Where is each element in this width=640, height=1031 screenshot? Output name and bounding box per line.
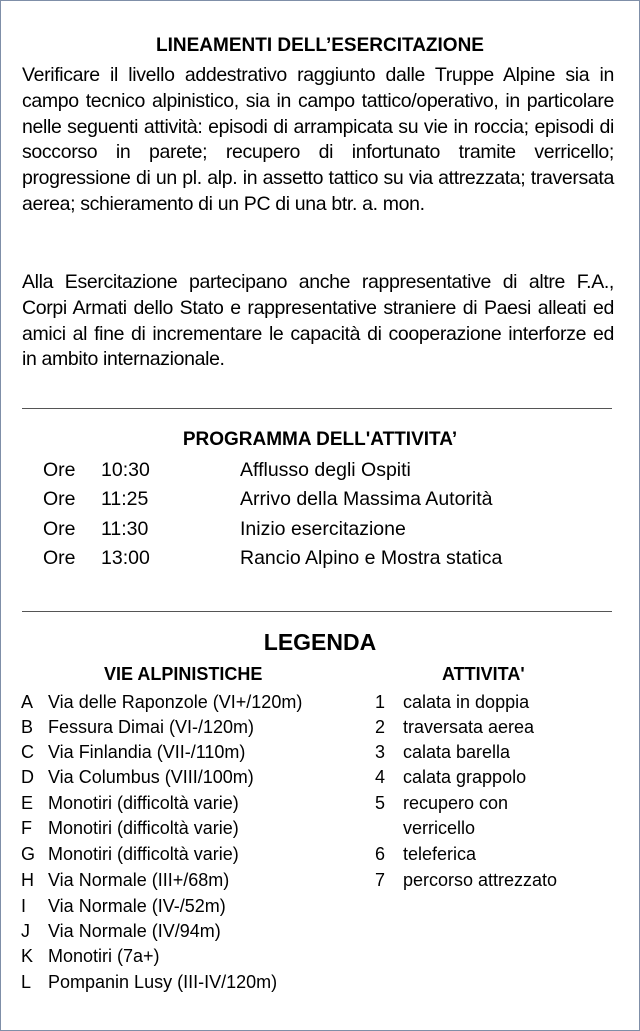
schedule-event: Inizio esercitazione [240, 518, 406, 540]
item-key: 4 [375, 767, 386, 787]
item-key: A [21, 692, 34, 712]
item-key: 6 [375, 844, 386, 864]
programma-title: PROGRAMMA DELL'ATTIVITA’ [182, 429, 458, 450]
schedule-label: Ore [43, 488, 76, 510]
legenda-title: LEGENDA [263, 629, 377, 655]
item-text: percorso attrezzato [403, 870, 558, 890]
item-text: calata grappolo [403, 767, 527, 787]
item-text: calata in doppia [403, 692, 530, 712]
schedule-time: 11:30 [101, 518, 149, 540]
item-text: Via Normale (IV/94m) [48, 921, 221, 941]
item-key: 3 [375, 742, 386, 762]
item-key: J [21, 921, 30, 941]
item-text: Via Finlandia (VII-/110m) [48, 742, 246, 762]
item-text: Via Columbus (VIII/100m) [48, 767, 254, 787]
schedule-label: Ore [43, 547, 76, 569]
schedule-event: Arrivo della Massima Autorità [240, 488, 493, 510]
item-text: traversata aerea [403, 717, 535, 737]
item-text: Monotiri (difficoltà varie) [48, 844, 239, 864]
item-key: 2 [375, 717, 386, 737]
item-text: Via Normale (IV-/52m) [48, 896, 226, 916]
item-key: L [21, 972, 32, 992]
lineamenti-paragraph-2: Alla Esercitazione partecipano anche rappresentative di altre F.A., Corpi Armati dello Stato e rappresentative straniere di Paesi alleati ed amici al fine di incrementare le capacità di cooperazione interforze ed in ambito internazionale. [22, 271, 614, 371]
item-key: 1 [375, 692, 386, 712]
schedule-row [0, 459, 640, 487]
item-key: G [21, 844, 36, 864]
item-text: calata barella [403, 742, 511, 762]
item-text: Fessura Dimai (VI-/120m) [48, 717, 255, 737]
schedule-row [0, 547, 640, 575]
item-text: Via Normale (III+/68m) [48, 870, 230, 890]
item-key: H [21, 870, 34, 890]
lineamenti-title: LINEAMENTI DELL’ESERCITAZIONE [156, 35, 484, 56]
schedule-label: Ore [43, 459, 76, 481]
divider [22, 408, 612, 409]
item-key: 7 [375, 870, 386, 890]
item-text: verricello [403, 818, 476, 838]
item-key: C [21, 742, 34, 762]
item-text: Monotiri (difficoltà varie) [48, 793, 239, 813]
attivita-title: ATTIVITA' [442, 664, 525, 684]
schedule-row [0, 488, 640, 516]
lineamenti-paragraph-1: Verificare il livello addestrativo raggiunto dalle Truppe Alpine sia in campo tecnico alpinistico, sia in campo tattico/operativo, in particolare nelle seguenti attività: episodi di arrampicata su vie in roccia; episodi di soccorso in parete; recupero di infortunato tramite verricello; progressione di un pl. alp. in assetto tattico su via attrezzata; traversata aerea; schieramento di un PC di una btr. a. mon. [22, 64, 614, 215]
item-key: B [21, 717, 34, 737]
divider [22, 611, 612, 612]
item-key: I [21, 896, 27, 916]
schedule-label: Ore [43, 518, 76, 540]
item-text: recupero con [403, 793, 509, 813]
item-key: E [21, 793, 34, 813]
schedule-event: Rancio Alpino e Mostra statica [240, 547, 503, 569]
item-text: Pompanin Lusy (III-IV/120m) [48, 972, 278, 992]
item-key: 5 [375, 793, 386, 813]
item-key: K [21, 946, 34, 966]
item-text: Monotiri (difficoltà varie) [48, 818, 239, 838]
schedule-time: 10:30 [101, 459, 150, 481]
schedule-row [0, 518, 640, 546]
item-text: Monotiri (7a+) [48, 946, 160, 966]
item-key: F [21, 818, 32, 838]
schedule-time: 13:00 [101, 547, 150, 569]
schedule-event: Afflusso degli Ospiti [240, 459, 411, 481]
item-text: Via delle Raponzole (VI+/120m) [48, 692, 303, 712]
vie-alpinistiche-title: VIE ALPINISTICHE [104, 664, 263, 684]
item-text: teleferica [403, 844, 477, 864]
item-key: D [21, 767, 34, 787]
schedule-time: 11:25 [101, 488, 149, 510]
